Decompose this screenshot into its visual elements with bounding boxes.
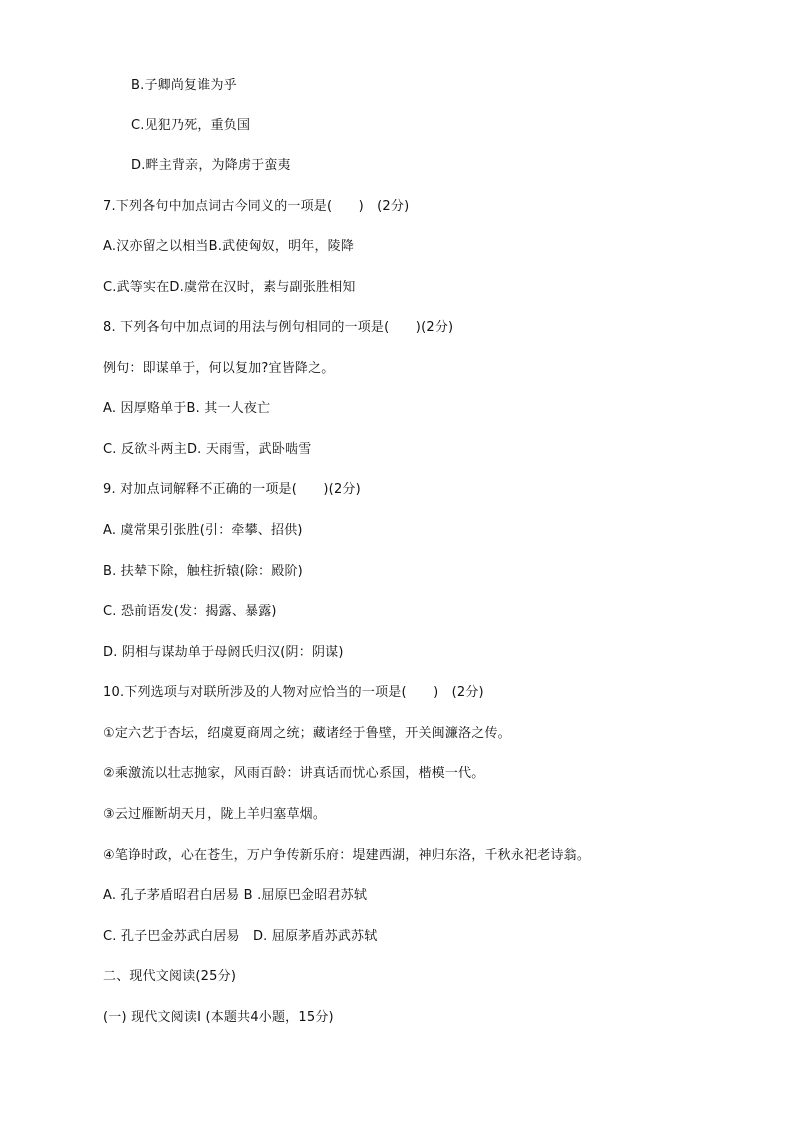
option-d-line: D.畔主背亲，为降虏于蛮夷 (131, 158, 291, 173)
q7-options-ab: A.汉亦留之以相当B.武使匈奴，明年，陵降 (103, 239, 355, 254)
couplet-3: ③云过雁断胡天月，陇上羊归塞草烟。 (103, 807, 327, 822)
q9-option-c: C. 恐前语发(发：揭露、暴露) (103, 604, 277, 619)
subsection-heading: (一) 现代文阅读Ⅰ (本题共4小题，15分) (103, 1010, 334, 1025)
couplet-1: ①定六艺于杏坛，绍虞夏商周之统；藏诸经于鲁壁，开关闽濂洛之传。 (103, 726, 511, 741)
question-10: 10.下列选项与对联所涉及的人物对应恰当的一项是( ) (2分) (103, 685, 484, 700)
q7-options-cd: C.武等实在D.虞常在汉时，素与副张胜相知 (103, 280, 356, 295)
question-7: 7.下列各句中加点词古今同义的一项是( ) (2分) (103, 199, 410, 214)
section-heading: 二、现代文阅读(25分) (103, 969, 237, 984)
q9-option-d: D. 阴相与谋劫单于母阏氏归汉(阴：阴谋) (103, 645, 344, 660)
question-8: 8. 下列各句中加点词的用法与例句相同的一项是( )(2分) (103, 320, 454, 335)
question-9: 9. 对加点词解释不正确的一项是( )(2分) (103, 482, 361, 497)
q9-option-b: B. 扶辇下除，触柱折辕(除：殿阶) (103, 564, 303, 579)
couplet-2: ②乘激流以壮志抛家，风雨百龄：讲真话而忧心系国，楷模一代。 (103, 766, 485, 781)
q8-options-ab: A. 因厚赂单于B. 其一人夜亡 (103, 401, 271, 416)
option-b-line: B.子卿尚复谁为乎 (131, 78, 237, 93)
q10-options-cd: C. 孔子巴金苏武白居易 D. 屈原茅盾苏武苏轼 (103, 929, 378, 944)
option-c-line: C.见犯乃死，重负国 (131, 118, 251, 133)
q9-option-a: A. 虞常果引张胜(引：牵攀、招供) (103, 523, 303, 538)
couplet-4: ④笔诤时政，心在苍生，万户争传新乐府：堤建西湖，神归东洛，千秋永祀老诗翁。 (103, 848, 591, 863)
q8-example: 例句：即谋单于，何以复加?宜皆降之。 (103, 361, 335, 376)
q8-options-cd: C. 反欲斗两主D. 天雨雪，武卧啮雪 (103, 442, 312, 457)
q10-options-ab: A. 孔子茅盾昭君白居易 B .屈原巴金昭君苏轼 (103, 888, 368, 903)
